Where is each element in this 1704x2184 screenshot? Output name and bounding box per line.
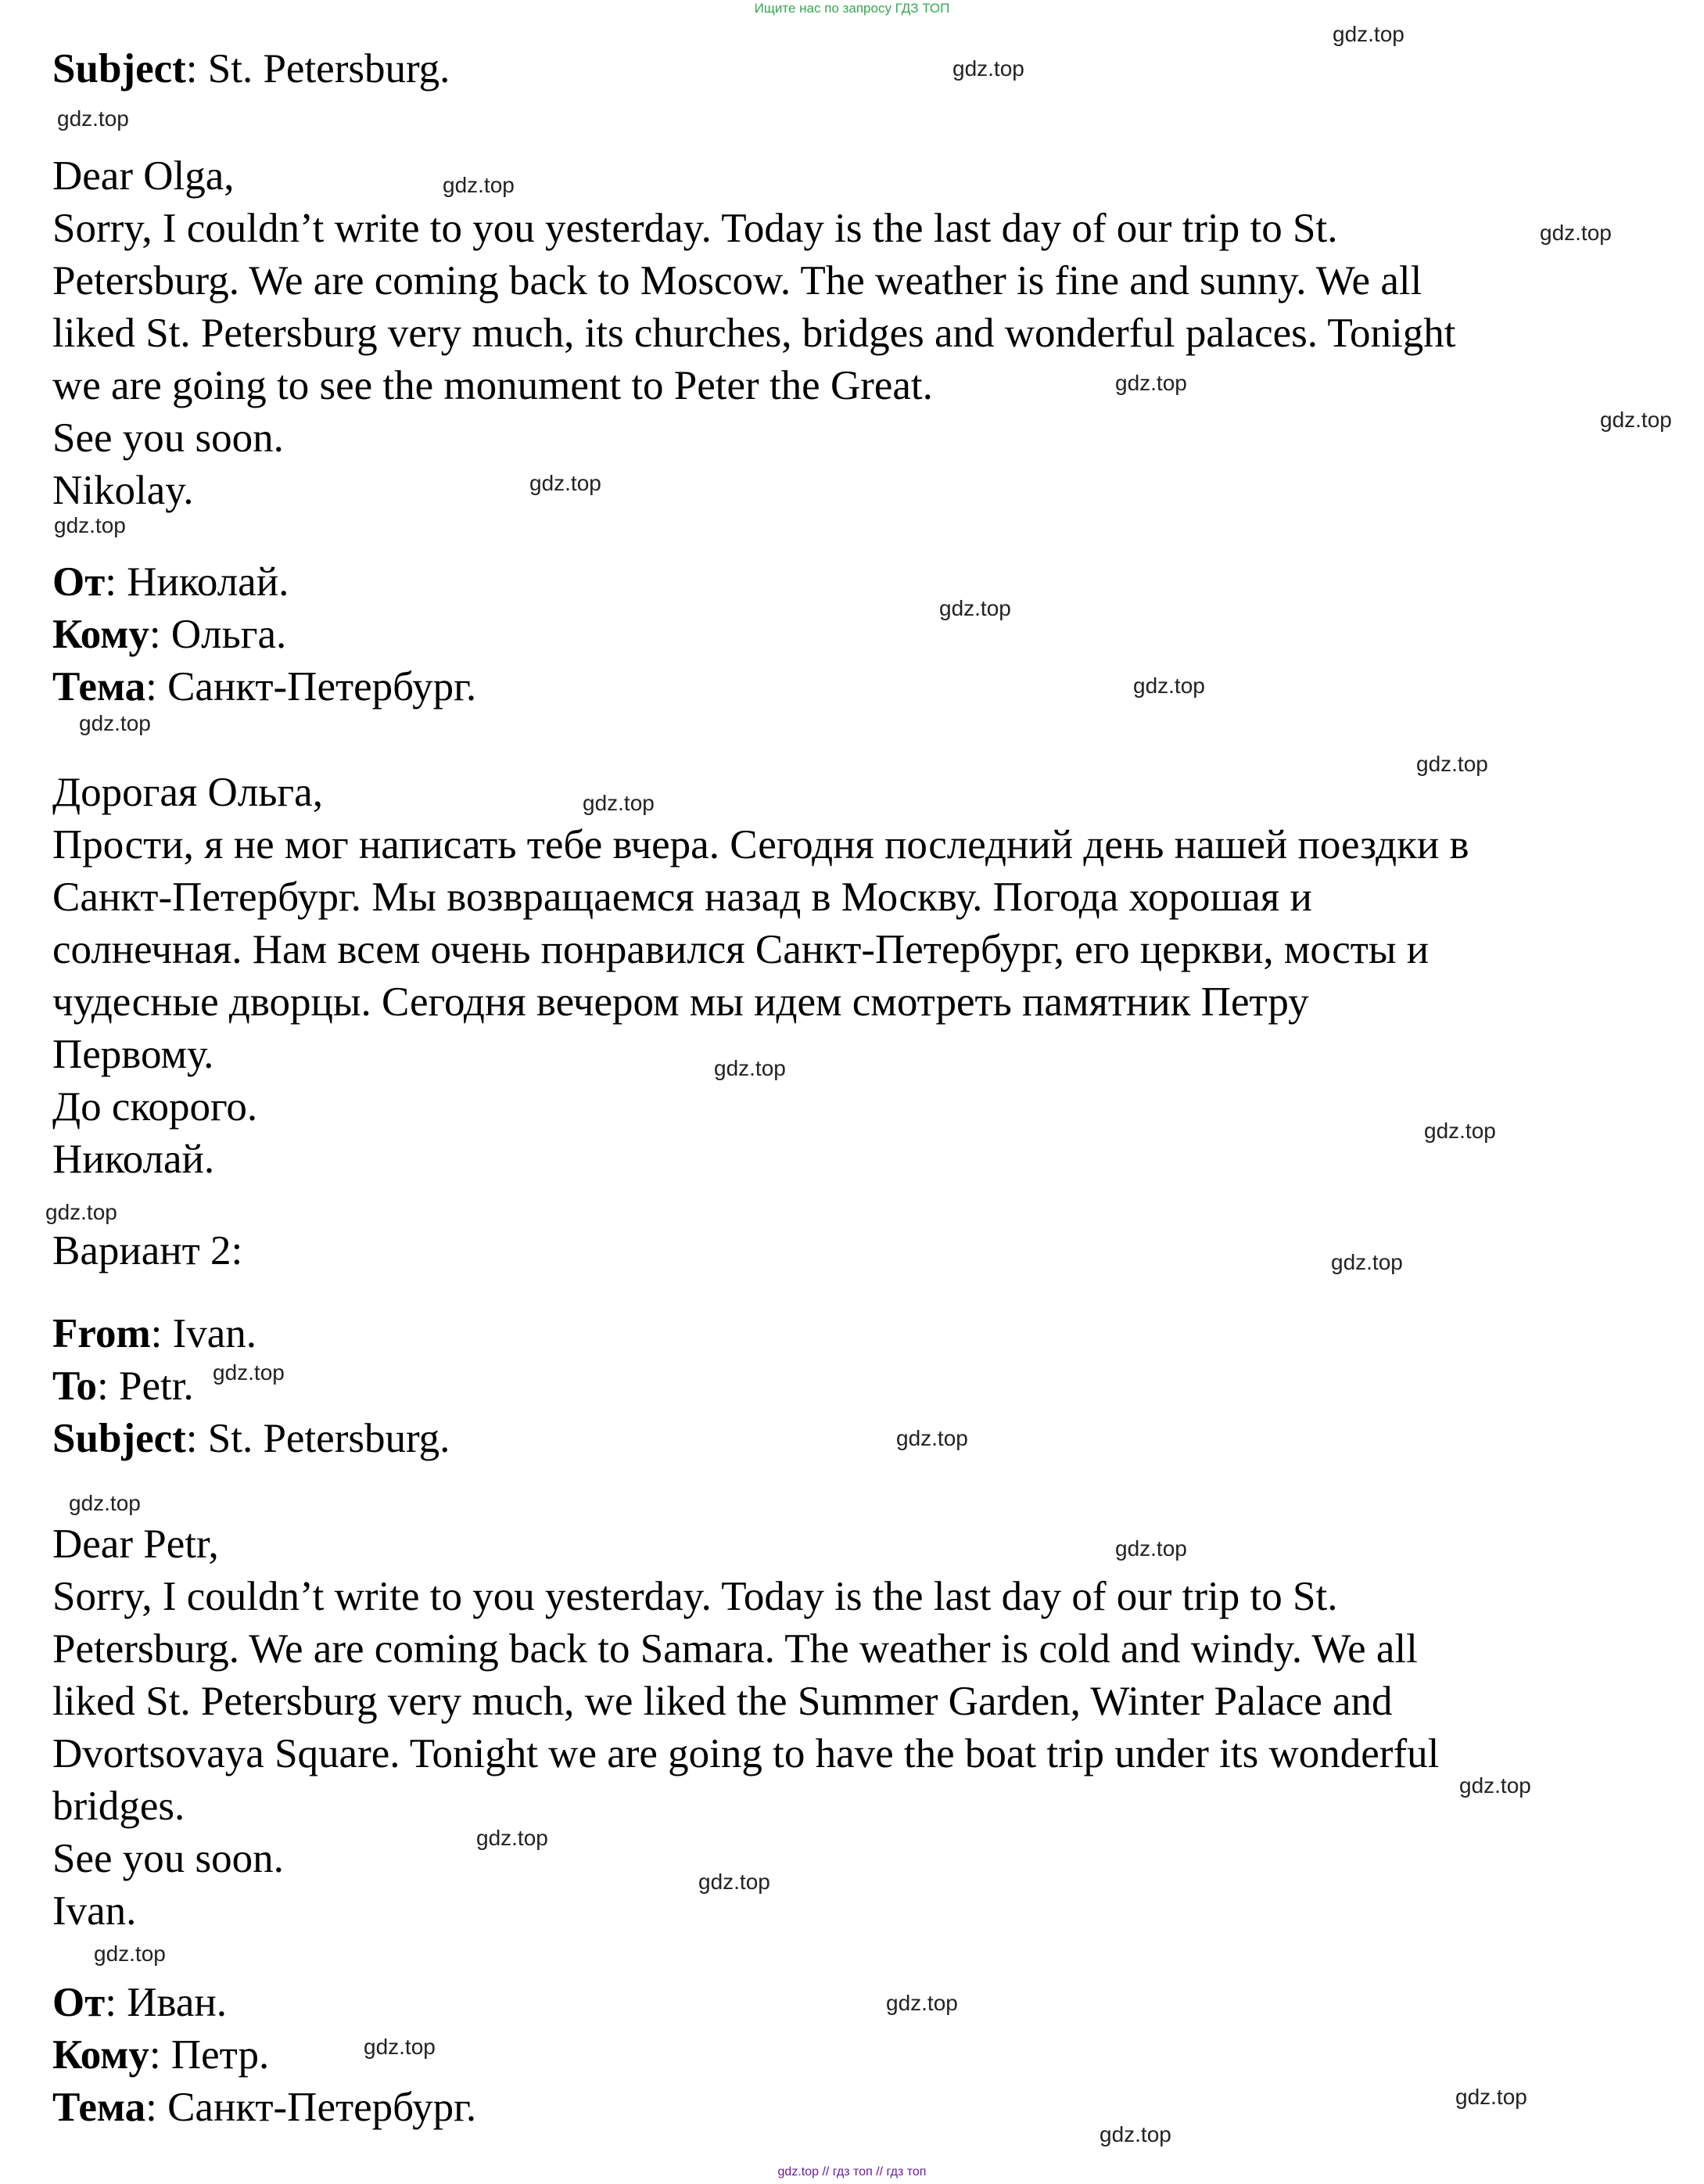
watermark-text: gdz.top xyxy=(952,56,1024,81)
to-value: : Petr. xyxy=(97,1363,194,1409)
watermark-text: gdz.top xyxy=(886,1991,958,2015)
letter2-body-line: Sorry, I couldn’t write to you yesterday. Today is the last day of our trip to St. xyxy=(52,1574,1338,1619)
from-label: From xyxy=(52,1311,151,1356)
subject-value: : St. Petersburg. xyxy=(185,1416,450,1461)
watermark-text: gdz.top xyxy=(1133,674,1205,698)
from-label: От xyxy=(52,1980,106,2025)
watermark-text: gdz.top xyxy=(364,2035,436,2059)
letter2-body-line: liked St. Petersburg very much, we liked the Summer Garden, Winter Palace and xyxy=(52,1679,1393,1724)
letter2-from xyxy=(52,1308,256,1360)
watermark-text: gdz.top xyxy=(1600,408,1672,432)
from-value: : Иван. xyxy=(105,1980,227,2025)
letter2ru-to xyxy=(52,2029,269,2081)
watermark-text: gdz.top xyxy=(583,791,655,815)
watermark-text: gdz.top xyxy=(896,1426,968,1450)
subject-label: Тема xyxy=(52,2085,146,2130)
letter2-body-line: Dvortsovaya Square. Tonight we are going to have the boat trip under its wonderful xyxy=(52,1731,1440,1776)
subject-value: : St. Petersburg. xyxy=(185,46,450,92)
letter1-closing: See you soon. xyxy=(52,415,284,461)
letter1-body-line: Petersburg. We are coming back to Moscow. The weather is fine and sunny. We all xyxy=(52,258,1422,304)
watermark-text: gdz.top xyxy=(529,471,601,495)
letter1ru-body-line: Прости, я не мог написать тебе вчера. Сегодня последний день нашей поездки в xyxy=(52,822,1469,867)
letter2-subject xyxy=(52,1413,450,1464)
letter2ru-subject xyxy=(52,2082,476,2133)
watermark-text: gdz.top xyxy=(69,1491,141,1515)
letter1ru-signature: Николай. xyxy=(52,1137,215,1182)
letter1ru-body-line: Санкт-Петербург. Мы возвращаемся назад в Москву. Погода хорошая и xyxy=(52,875,1312,920)
letter2-greeting: Dear Petr, xyxy=(52,1521,219,1567)
letter2-to xyxy=(52,1360,194,1412)
subject-label: Subject xyxy=(52,46,186,92)
to-label: Кому xyxy=(52,2032,149,2078)
to-label: Кому xyxy=(52,612,149,657)
watermark-text: gdz.top xyxy=(1333,22,1404,46)
watermark-text: gdz.top xyxy=(79,711,151,735)
letter1ru-closing: До скорого. xyxy=(52,1084,258,1130)
from-value: : Ivan. xyxy=(150,1311,256,1356)
letter1ru-body-line: Первому. xyxy=(52,1032,214,1077)
watermark-text: gdz.top xyxy=(94,1942,166,1966)
watermark-text: gdz.top xyxy=(1416,752,1488,776)
watermark-text: gdz.top xyxy=(1331,1250,1403,1274)
watermark-text: gdz.top xyxy=(714,1056,786,1080)
letter1-body-line: we are going to see the monument to Peter the Great. xyxy=(52,363,933,408)
letter1ru-greeting: Дорогая Ольга, xyxy=(52,770,323,815)
letter2ru-from xyxy=(52,1977,227,2028)
watermark-text: gdz.top xyxy=(1100,2122,1171,2146)
watermark-text: gdz.top xyxy=(1540,221,1612,245)
watermark-text: gdz.top xyxy=(443,173,515,197)
letter2-body-line: bridges. xyxy=(52,1783,185,1829)
watermark-text: gdz.top xyxy=(939,596,1011,620)
watermark-text: gdz.top xyxy=(1424,1119,1496,1143)
letter1ru-body-line: чудесные дворцы. Сегодня вечером мы идем смотреть памятник Петру xyxy=(52,979,1309,1025)
to-value: : Петр. xyxy=(149,2032,270,2078)
subject-value: : Санкт-Петербург. xyxy=(145,2085,477,2130)
watermark-text: gdz.top xyxy=(1455,2085,1527,2109)
watermark-text: gdz.top xyxy=(1115,371,1187,395)
subject-value: : Санкт-Петербург. xyxy=(145,664,477,709)
letter1-body-line: liked St. Petersburg very much, its churches, bridges and wonderful palaces. Tonight xyxy=(52,311,1456,356)
letter1-signature: Nikolay. xyxy=(52,468,194,513)
subject-label: Тема xyxy=(52,664,146,709)
watermark-text: gdz.top xyxy=(45,1200,117,1224)
to-label: To xyxy=(52,1363,97,1409)
letter1ru-from xyxy=(52,556,289,608)
subject-label: Subject xyxy=(52,1416,186,1461)
letter1ru-subject xyxy=(52,661,476,713)
to-value: : Ольга. xyxy=(149,612,287,657)
from-label: От xyxy=(52,559,106,605)
letter1ru-to xyxy=(52,609,286,660)
letter1ru-body-line: солнечная. Нам всем очень понравился Санкт-Петербург, его церкви, мосты и xyxy=(52,927,1430,972)
footer-banner: gdz.top // гдз топ // гдз топ xyxy=(777,2165,927,2179)
letter1-subject xyxy=(52,43,450,95)
letter2-body-line: Petersburg. We are coming back to Samara. The weather is cold and windy. We all xyxy=(52,1626,1418,1672)
header-banner: Ищите нас по запросу ГДЗ ТОП xyxy=(754,1,950,16)
variant-heading: Вариант 2: xyxy=(52,1228,243,1273)
letter2-signature: Ivan. xyxy=(52,1888,137,1934)
letter1-greeting: Dear Olga, xyxy=(52,153,235,199)
from-value: : Николай. xyxy=(105,559,289,605)
watermark-text: gdz.top xyxy=(213,1360,285,1385)
watermark-text: gdz.top xyxy=(1459,1773,1531,1798)
watermark-text: gdz.top xyxy=(476,1826,548,1850)
watermark-text: gdz.top xyxy=(698,1870,770,1894)
watermark-text: gdz.top xyxy=(57,106,129,131)
watermark-text: gdz.top xyxy=(54,513,126,537)
letter1-body-line: Sorry, I couldn’t write to you yesterday. Today is the last day of our trip to St. xyxy=(52,206,1338,251)
letter2-closing: See you soon. xyxy=(52,1836,284,1881)
watermark-text: gdz.top xyxy=(1115,1536,1187,1561)
